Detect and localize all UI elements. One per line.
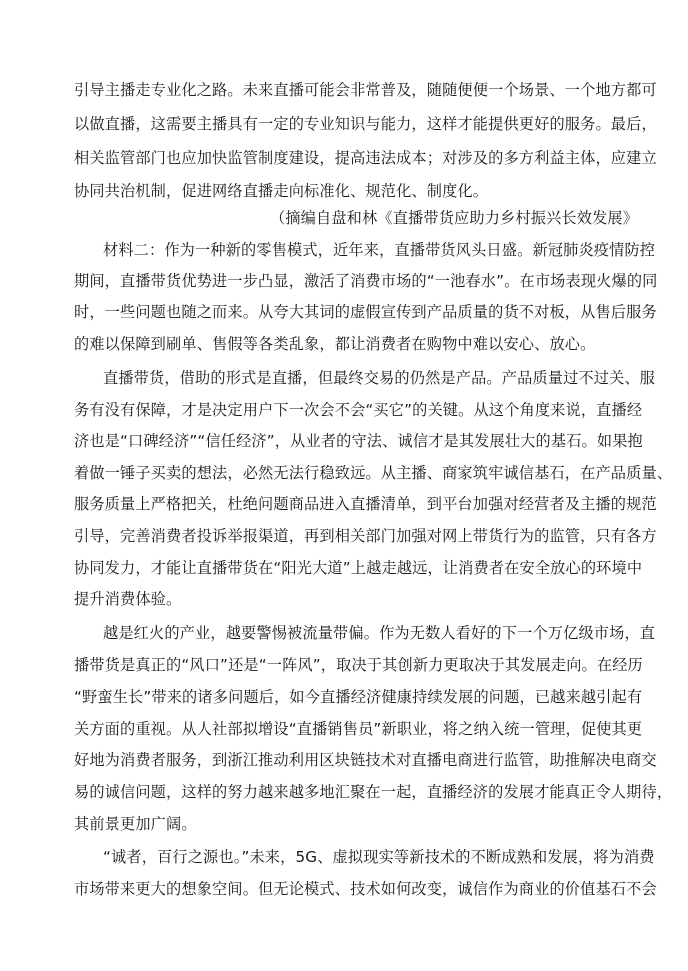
paragraph-line: 易的诚信问题，这样的努力越来越多地汇聚在一起，直播经济的发展才能真正令人期待， [74, 783, 673, 801]
paragraph-line: 着做一锤子买卖的想法，必然无法行稳致远。从主播、商家筑牢诚信基石，在产品质量、 [74, 464, 673, 482]
paragraph-line: 引导，完善消费者投诉举报渠道，再到相关部门加强对网上带货行为的监管，只有各方 [74, 527, 657, 545]
paragraph-line: 的难以保障到刷单、售假等各类乱象，都让消费者在购物中难以安心、放心。 [74, 335, 596, 353]
paragraph-line: 其前景更加广阔。 [74, 815, 197, 833]
paragraph-line: 播带货是真正的“风口”还是“一阵风”，取决于其创新力更取决于其发展走向。在经历 [74, 656, 643, 674]
paragraph-line: 协同发力，才能让直播带货在“阳光大道”上越走越远，让消费者在安全放心的环境中 [74, 559, 643, 577]
paragraph-line: 济也是“口碑经济”“信任经济”，从业者的守法、诚信才是其发展壮大的基石。如果抱 [74, 432, 643, 450]
paragraph-line: 服务质量上严格把关，杜绝问题商品进入直播清单，到平台加强对经营者及主播的规范 [74, 495, 657, 513]
paragraph-line: 务有没有保障，才是决定用户下一次会不会“买它”的关键。从这个角度来说，直播经 [74, 401, 643, 419]
paragraph-line: “野蛮生长”带来的诸多问题后，如今直播经济健康持续发展的问题，已越来越引起有 [74, 688, 643, 706]
paragraph-line: 提升消费体验。 [74, 590, 182, 608]
source-citation: （摘编自盘和林《直播带货应助力乡村振兴长效发展》 [270, 209, 639, 227]
paragraph-line: 引导主播走专业化之路。未来直播可能会非常普及，随随便便一个场景、一个地方都可 [74, 81, 657, 99]
paragraph-line: 以做直播，这需要主播具有一定的专业知识与能力，这样才能提供更好的服务。最后， [74, 115, 657, 133]
paragraph-line: 协同共治机制，促进网络直播走向标准化、规范化、制度化。 [74, 182, 489, 200]
paragraph-line: 时，一些问题也随之而来。从夸大其词的虚假宣传到产品质量的货不对板，从售后服务 [74, 303, 657, 321]
paragraph-line: 好地为消费者服务，到浙江推动利用区块链技术对直播电商进行监管，助推解决电商交 [74, 751, 657, 769]
paragraph-line: “诚者，百行之源也。”未来，5G、虚拟现实等新技术的不断成熟和发展，将为消费 [103, 848, 655, 866]
paragraph-line: 越是红火的产业，越要警惕被流量带偏。作为无数人看好的下一个万亿级市场，直 [103, 624, 656, 642]
paragraph-line: 相关监管部门也应加快监管制度建设，提高违法成本；对涉及的多方利益主体，应建立 [74, 149, 657, 167]
paragraph-line: 市场带来更大的想象空间。但无论模式、技术如何改变，诚信作为商业的价值基石不会 [74, 880, 657, 898]
paragraph-line: 直播带货，借助的形式是直播，但最终交易的仍然是产品。产品质量过不过关、服 [103, 369, 656, 387]
paragraph-line: 期间，直播带货优势进一步凸显，激活了消费市场的“一池春水”。在市场表现火爆的同 [74, 272, 658, 290]
paragraph-line: 关方面的重视。从人社部拟增设“直播销售员”新职业，将之纳入统一管理，促使其更 [74, 720, 643, 738]
paragraph-line: 材料二：作为一种新的零售模式，近年来，直播带货风头日盛。新冠肺炎疫情防控 [103, 241, 656, 259]
